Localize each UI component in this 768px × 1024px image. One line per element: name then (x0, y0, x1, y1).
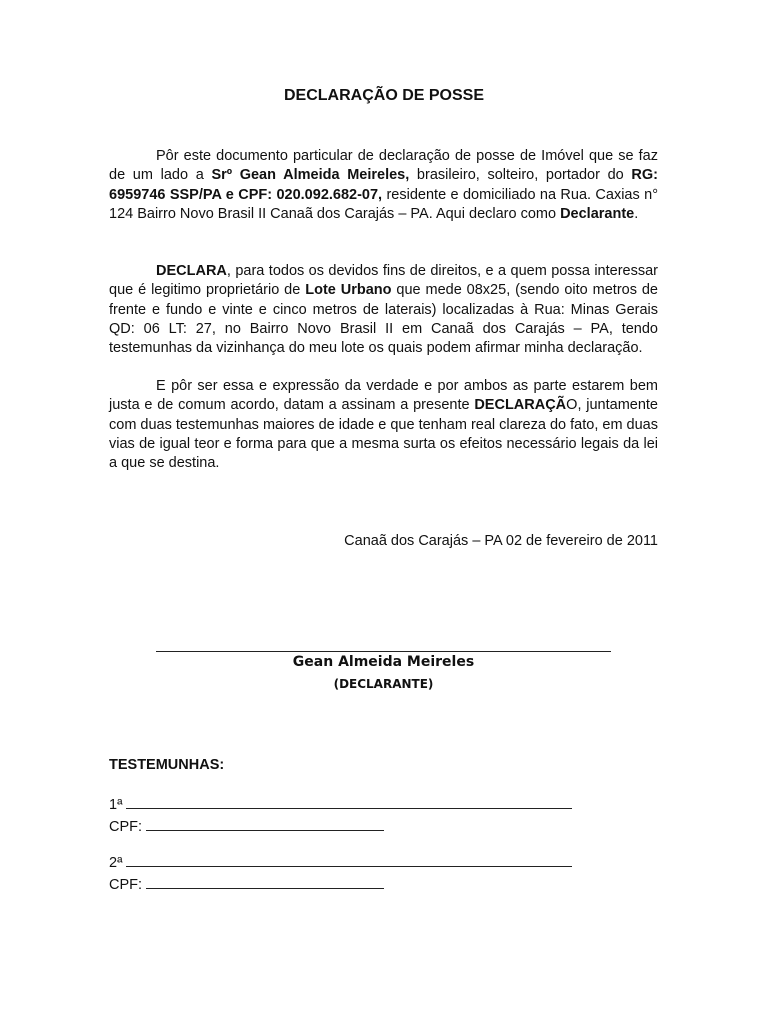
intro-text-4: . (634, 205, 639, 222)
witness-2-label: 2ª (109, 855, 123, 871)
property-type: Lote Urbano (305, 282, 392, 299)
witness-2-signature-line (126, 852, 572, 867)
witness-1-cpf-label: CPF: (109, 819, 143, 835)
date-line: Canaã dos Carajás – PA 02 de fevereiro de 2011 (344, 533, 658, 549)
signature-name: Gean Almeida Meireles (292, 654, 475, 670)
declara-keyword: DECLARA (156, 263, 227, 279)
witness-1-signature-line (126, 794, 572, 809)
witness-2-row (109, 852, 572, 871)
witnesses-title: TESTEMUNHAS: (109, 757, 225, 773)
witness-2-cpf-line (146, 874, 384, 889)
declaration-text-1: , para todos os devidos fins de direitos, e a quem possa interessar que é legitimo proprietário de (109, 263, 658, 299)
paragraph-closing (109, 377, 658, 473)
witness-2-cpf-row (109, 874, 384, 893)
declaration-text-2: que mede 08x25, (sendo oito metros de frente e fundo e vinte e cinco metros de laterais) localizadas à Rua: Minas Gerais QD: 06 LT: 27, no Bairro Novo Brasil II em Canaã dos Carajás – PA, tendo testemunhas da vizinhança do meu lote os quais podem afirmar minha declaração. (109, 282, 658, 357)
intro-text-1: Pôr este documento particular de declaração de posse de Imóvel que se faz de um lado a (109, 148, 658, 184)
witness-1-label: 1ª (109, 797, 123, 813)
paragraph-declaration (109, 262, 658, 358)
signature-role: (DECLARANTE) (333, 677, 434, 691)
signature-line (156, 651, 611, 652)
intro-text-2: brasileiro, solteiro, portador do (409, 167, 632, 184)
paragraph-intro (109, 147, 658, 224)
intro-text-3: residente e domiciliado na Rua. Caxias n° 124 Bairro Novo Brasil II Canaã dos Carajás – PA. Aqui declaro como (109, 186, 658, 222)
witness-1-row (109, 794, 572, 813)
witness-1-cpf-row (109, 816, 384, 835)
document-title: DECLARAÇÃO DE POSSE (283, 87, 485, 104)
witness-2-cpf-label: CPF: (109, 877, 143, 893)
declarant-role-inline: Declarante (560, 205, 635, 222)
declarant-documents: RG: 6959746 SSP/PA e CPF: 020.092.682-07, (109, 167, 658, 203)
declarant-name: Srº Gean Almeida Meireles, (211, 167, 410, 184)
closing-text-2: O, juntamente com duas testemunhas maiores de idade e que tenham real clareza do fato, em duas vias de igual teor e forma para que a mesma surta os efeitos necessário legais da lei a que se destina. (109, 397, 658, 472)
closing-text-1: E pôr ser essa e expressão da verdade e por ambos as parte estarem bem justa e de comum acordo, datam a assinam a presente (109, 378, 658, 414)
declaracao-keyword: DECLARAÇÃ (474, 397, 567, 414)
witness-1-cpf-line (146, 816, 384, 831)
